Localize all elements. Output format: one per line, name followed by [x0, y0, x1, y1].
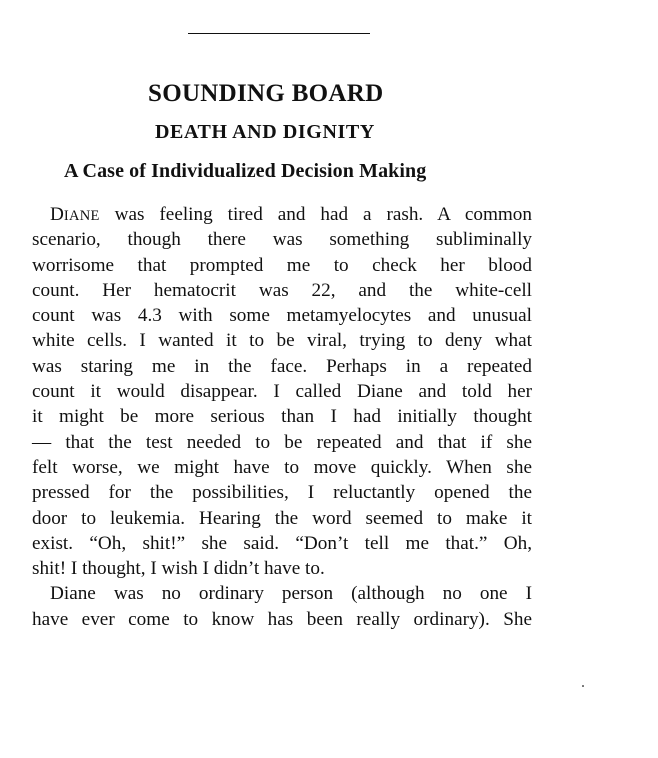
paragraph-1-line: pressed for the possibilities, I reluctantly opened the: [32, 482, 532, 504]
paragraph-1-line: felt worse, we might have to move quickly. When she: [32, 456, 532, 478]
small-caps-initial: D: [50, 204, 64, 225]
small-caps-rest: IANE: [63, 208, 100, 224]
paragraph-2-line: Diane was no ordinary person (although no one I: [50, 583, 532, 605]
paragraph-1-line: worrisome that prompted me to check her blood: [32, 254, 532, 276]
article-title: DEATH AND DIGNITY: [155, 121, 375, 143]
paragraph-1-line: scenario, though there was something subliminally: [32, 229, 532, 251]
paragraph-1-line: shit! I thought, I wish I didn’t have to.: [32, 558, 325, 580]
paragraph-1-line-text: was feeling tired and had a rash. A common: [114, 204, 532, 225]
paragraph-1-line: was staring me in the face. Perhaps in a repeated: [32, 355, 532, 377]
paragraph-1-line: white cells. I wanted it to be viral, trying to deny what: [32, 330, 532, 352]
paragraph-1-line: — that the test needed to be repeated and that if she: [32, 431, 532, 453]
top-rule: [188, 33, 370, 34]
section-heading: SOUNDING BOARD: [148, 80, 384, 107]
paragraph-1-line: [32, 202, 532, 227]
paragraph-1-line: count it would disappear. I called Diane and told her: [32, 381, 532, 403]
article-subtitle: A Case of Individualized Decision Making: [64, 160, 427, 182]
paragraph-1-line: it might be more serious than I had initially thought: [32, 406, 532, 428]
paragraph-1-line: count was 4.3 with some metamyelocytes and unusual: [32, 305, 532, 327]
paragraph-1-line: count. Her hematocrit was 22, and the white-cell: [32, 279, 532, 301]
paragraph-1-line: door to leukemia. Hearing the word seemed to make it: [32, 507, 532, 529]
paragraph-1-line: exist. “Oh, shit!” she said. “Don’t tell me that.” Oh,: [32, 532, 532, 554]
paragraph-2-line: have ever come to know has been really ordinary). She: [32, 608, 532, 630]
page-speck: [582, 685, 584, 687]
article-body: [32, 202, 532, 632]
